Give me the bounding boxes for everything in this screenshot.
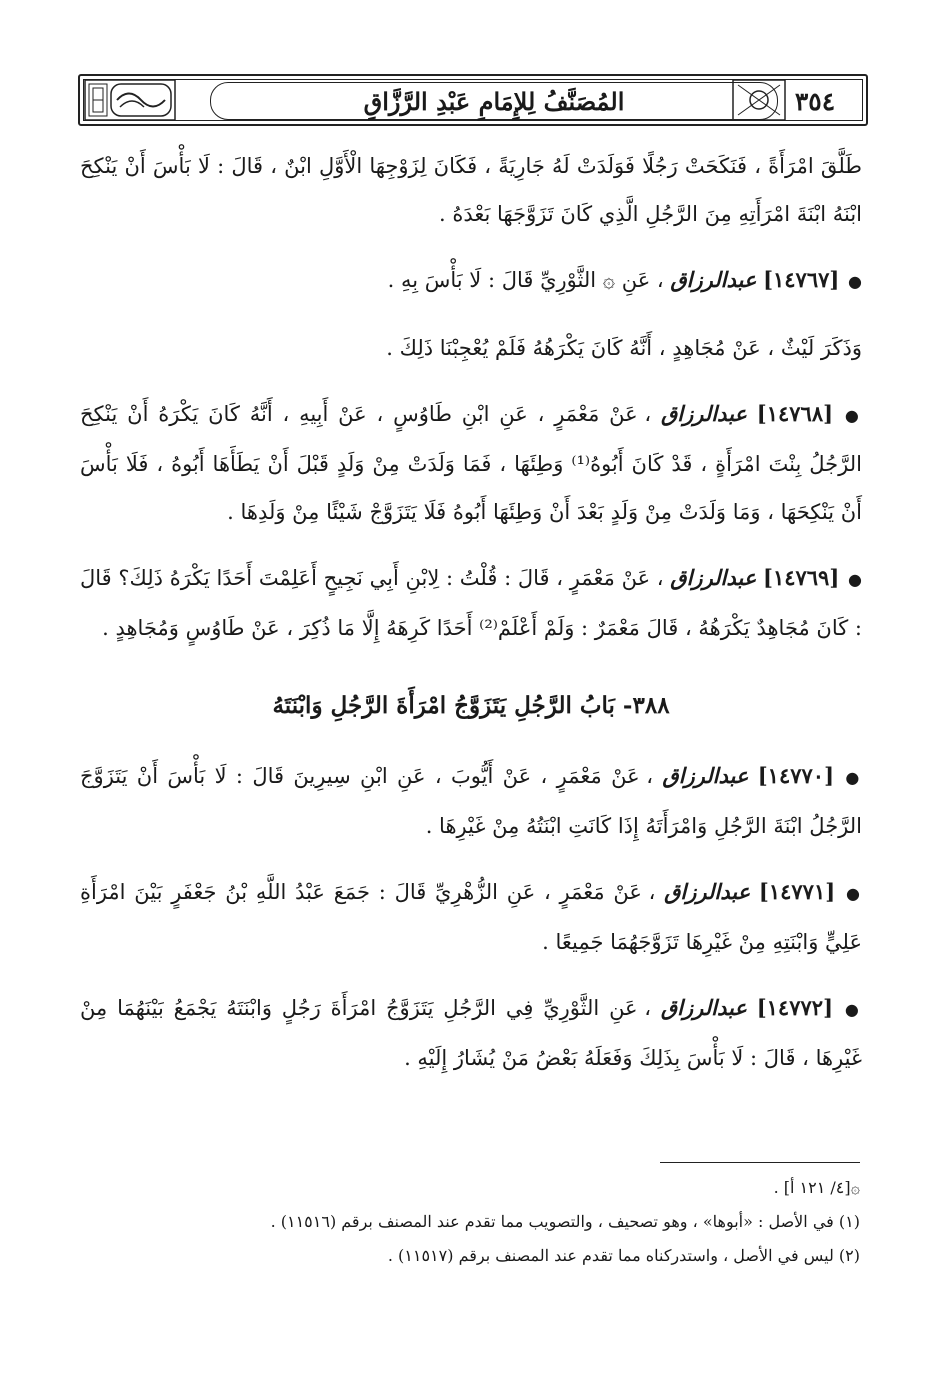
hadith-number: [١٤٧٦٧] [763,267,840,292]
hadith-14767 [80,256,862,372]
footnote-marker: ۞[٤/ ١٢١ أ] . [773,1178,860,1197]
ornament-right-icon [732,79,786,121]
hadith-author: عبدالرزاق [662,763,749,788]
footnotes [80,1172,860,1274]
bullet-icon: ● [844,406,862,425]
paragraph-text: طَلَّقَ امْرَأَةً ، فَنَكَحَتْ رَجُلًا فَوَلَدَتْ لَهُ جَارِيَةً ، فَكَانَ لِزَوْجِهَا الْأَوَّلِ ابْنٌ ، قَالَ : لَا بَأْسَ أَنْ يَنْكِحَ ابْنَهُ ابْنَةَ امْرَأَتِهِ مِنَ الرَّجُلِ الَّذِي كَانَ تَزَوَّجَهَا بَعْدَهُ . [80,154,862,226]
page-number: ٣٥٤ [794,86,836,116]
hadith-author: عبدالرزاق [664,879,751,904]
hadith-number: [١٤٧٧٢] [756,995,833,1020]
hadith-14772 [80,984,862,1082]
hadith-14768 [80,390,862,536]
header-title: المُصَنَّفُ لِلإِمَامِ عَبْدِ الرَّزَّاقِ [363,86,625,116]
footnote-divider [660,1162,860,1163]
bullet-icon: ● [848,272,862,291]
hadith-number: [١٤٧٦٩] [763,565,840,590]
hadith-14771 [80,868,862,966]
hadith-14770 [80,752,862,850]
paragraph-continuation [80,142,862,238]
hadith-number: [١٤٧٦٨] [756,401,834,426]
hadith-14769 [80,554,862,652]
hadith-text: ، عَنِ الثَّوْرِيِّ فِي الرَّجُلِ يَتَزَوَّجُ امْرَأَةَ رَجُلٍ وَابْنَتَهُ يَجْمَعُ بَيْنَهُمَا مِنْ غَيْرِهَا ، قَالَ : لَا بَأْسَ بِذَلِكَ وَفَعَلَهُ بَعْضُ مَنْ يُشَارُ إِلَيْهِ . [80,996,862,1070]
hadith-author: عبدالرزاق [670,267,757,292]
hadith-text: ، عَنْ مَعْمَرٍ ، عَنْ أَيُّوبَ ، عَنِ ابْنِ سِيرِينَ قَالَ : لَا بَأْسَ أَنْ يَتَزَوَّجَ الرَّجُلُ ابْنَةَ الرَّجُلِ وَامْرَأَتَهُ إِذَا كَانَتِ ابْنَتُهُ مِنْ غَيْرِهَا . [80,764,862,838]
hadith-text: ، عَنْ مَعْمَرٍ ، عَنِ ابْنِ طَاوُسٍ ، عَنْ أَبِيهِ ، أَنَّهُ كَانَ يَكْرَهُ أَنْ يَنْكِحَ الرَّجُلُ بِنْتَ امْرَأَةٍ ، قَدْ كَانَ أَبُوهُ⁽¹⁾ وَطِئَهَا ، فَمَا وَلَدَتْ مِنْ وَلَدٍ قَبْلَ أَنْ يَطَأَهَا أَبُوهُ ، فَلَا بَأْسَ أَنْ يَنْكِحَهَا ، وَمَا وَلَدَتْ مِنْ وَلَدٍ بَعْدَ أَنْ وَطِئَهَا أَبُوهُ فَلَا يَتَزَوَّجْ شَيْئًا مِنْ وَلَدِهَا . [80,402,862,524]
bullet-icon: ● [848,570,862,589]
bullet-icon: ● [844,1000,862,1019]
hadith-author: عبدالرزاق [660,995,747,1020]
bullet-icon: ● [845,768,862,787]
header-title-frame [210,82,778,120]
hadith-text: ، عَنْ مَعْمَرٍ ، قَالَ : قُلْتُ : لِابْنِ أَبِي نَجِيحٍ أَعَلِمْتَ أَحَدًا يَكْرَهُ ذَلِكَ؟ قَالَ : كَانَ مُجَاهِدٌ يَكْرَهُهُ ، قَالَ مَعْمَرٌ : وَلَمْ أَعْلَمْ⁽²⁾ أَحَدًا كَرِهَهُ إِلَّا مَا ذُكِرَ ، عَنْ طَاوُسٍ وَمُجَاهِدٍ . [80,566,862,640]
section-title: ٣٨٨- بَابُ الرَّجُلِ يَتَزَوَّجُ امْرَأَةَ الرَّجُلِ وَابْنَتَهُ [272,692,670,719]
hadith-author: عبدالرزاق [670,565,757,590]
ornament-emblem-left-icon [84,79,176,121]
footnote-1: (١) في الأصل : «أبوها» ، وهو تصحيف ، والتصويب مما تقدم عند المصنف برقم (١١٥١٦) . [270,1212,860,1231]
hadith-number: [١٤٧٧١] [758,879,836,904]
hadith-extra-text: وَذَكَرَ لَيْثٌ ، عَنْ مُجَاهِدٍ ، أَنَّهُ كَانَ يَكْرَهُهُ فَلَمْ يُعْجِبْنَا ذَلِكَ . [386,336,862,360]
hadith-text: ، عَنْ مَعْمَرٍ ، عَنِ الزُّهْرِيِّ قَالَ : جَمَعَ عَبْدُ اللَّهِ بْنُ جَعْفَرٍ بَيْنَ امْرَأَةِ عَلِيٍّ وَابْنَتِهِ مِنْ غَيْرِهَا تَزَوَّجَهُمَا جَمِيعًا . [80,880,862,954]
footnote-2: (٢) ليس في الأصل ، واستدركناه مما تقدم عند المصنف برقم (١١٥١٧) . [387,1246,860,1265]
bullet-icon: ● [845,884,862,903]
hadith-text: ، عَنِ ۞ الثَّوْرِيِّ قَالَ : لَا بَأْسَ بِهِ . [387,268,664,292]
hadith-author: عبدالرزاق [660,401,747,426]
hadith-number: [١٤٧٧٠] [757,763,835,788]
page-header [78,74,868,126]
page-body [80,142,862,1100]
